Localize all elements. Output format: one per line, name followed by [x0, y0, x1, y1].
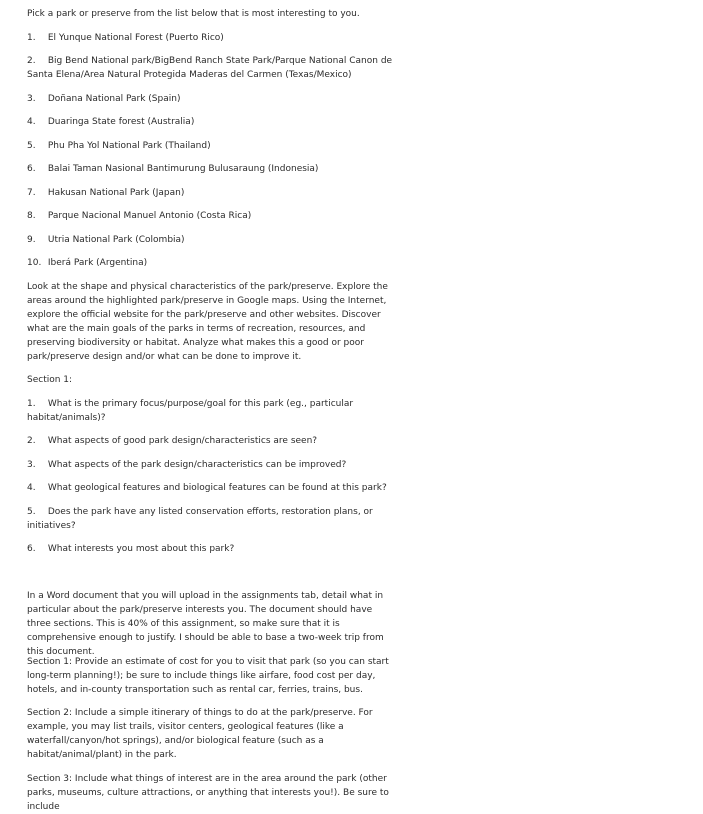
area-section-paragraph: Section 3: Include what things of interest are in the area around the park (other parks, museums, culture attractions, or anything that interests you!). Be sure to include — [27, 774, 389, 812]
question-text: What aspects of the park design/characteristics can be improved? — [47, 460, 347, 470]
cost-section-paragraph: Section 1: Provide an estimate of cost for you to visit that park (so you can start long-term planning!); be sure to include things like airfare, food cost per day, hotels, and in-county transportation such as rental car, ferries, trains, bus. — [27, 657, 389, 695]
park-item-number: 8. — [27, 211, 36, 221]
park-item-number: 10. — [27, 258, 42, 268]
park-item-3 — [27, 92, 395, 106]
park-item-2 — [27, 54, 395, 82]
question-number: 2. — [27, 436, 36, 446]
park-item-9 — [27, 233, 395, 247]
park-item-1 — [27, 31, 395, 45]
question-text: What is the primary focus/purpose/goal for this park (eg., particular habitat/animals)? — [27, 399, 354, 423]
park-item-6 — [27, 162, 395, 176]
park-item-label: Hakusan National Park (Japan) — [47, 188, 185, 198]
question-text: Does the park have any listed conservation efforts, restoration plans, or initiatives? — [27, 507, 373, 531]
question-number: 1. — [27, 399, 36, 409]
question-number: 5. — [27, 507, 36, 517]
park-item-label: Big Bend National park/BigBend Ranch State Park/Parque National Canon de Santa Elena/Area Natural Protegida Maderas del Carmen (Texas/Mexico) — [27, 56, 393, 80]
question-text: What interests you most about this park? — [47, 544, 235, 554]
intro-text: Pick a park or preserve from the list below that is most interesting to you. — [27, 9, 360, 19]
park-item-label: Parque Nacional Manuel Antonio (Costa Rica) — [47, 211, 252, 221]
park-item-number: 2. — [27, 56, 36, 66]
question-1 — [27, 397, 395, 425]
instructions-paragraph: Look at the shape and physical characteristics of the park/preserve. Explore the areas around the highlighted park/preserve in Google maps. Using the Internet, explore the official website for the park/preserve and other websites. Discover what are the main goals of the parks in terms of recreation, resources, and preserving biodiversity or habitat. Analyze what makes this a good or poor park/preserve design and/or what can be done to improve it. — [27, 282, 388, 362]
park-item-10 — [27, 256, 395, 270]
park-item-8 — [27, 209, 395, 223]
question-number: 4. — [27, 483, 36, 493]
question-6 — [27, 542, 395, 556]
park-item-number: 5. — [27, 141, 36, 151]
section-1-heading: Section 1: — [27, 375, 73, 385]
park-item-label: Iberá Park (Argentina) — [47, 258, 148, 268]
question-4 — [27, 481, 395, 495]
park-item-number: 7. — [27, 188, 36, 198]
park-item-number: 4. — [27, 117, 36, 127]
question-text: What geological features and biological features can be found at this park? — [47, 483, 387, 493]
park-item-number: 9. — [27, 235, 36, 245]
word-document-instructions: In a Word document that you will upload in the assignments tab, detail what in particular about the park/preserve interests you. The document should have three sections. This is 40% of this assignment, so make sure that it is comprehensive enough to justify. I should be able to base a two-week trip from this document. — [27, 591, 384, 657]
park-item-label: Phu Pha Yol National Park (Thailand) — [47, 141, 211, 151]
park-item-7 — [27, 186, 395, 200]
park-item-number: 3. — [27, 94, 36, 104]
question-number: 3. — [27, 460, 36, 470]
park-item-5 — [27, 139, 395, 153]
park-item-label: Utria National Park (Colombia) — [47, 235, 185, 245]
question-2 — [27, 434, 395, 448]
park-item-label: Balai Taman Nasional Bantimurung Bulusaraung (Indonesia) — [47, 164, 319, 174]
park-item-number: 6. — [27, 164, 36, 174]
park-item-4 — [27, 115, 395, 129]
park-item-number: 1. — [27, 33, 36, 43]
question-5 — [27, 505, 395, 533]
park-item-label: Duaringa State forest (Australia) — [47, 117, 195, 127]
question-number: 6. — [27, 544, 36, 554]
question-3 — [27, 458, 395, 472]
park-item-label: Doñana National Park (Spain) — [47, 94, 181, 104]
park-item-label: El Yunque National Forest (Puerto Rico) — [47, 33, 224, 43]
itinerary-section-paragraph: Section 2: Include a simple itinerary of things to do at the park/preserve. For example, you may list trails, visitor centers, geological features (like a waterfall/canyon/hot springs), and/or biological feature (such as a habitat/animal/plant) in the park. — [27, 708, 373, 760]
question-text: What aspects of good park design/characteristics are seen? — [47, 436, 318, 446]
